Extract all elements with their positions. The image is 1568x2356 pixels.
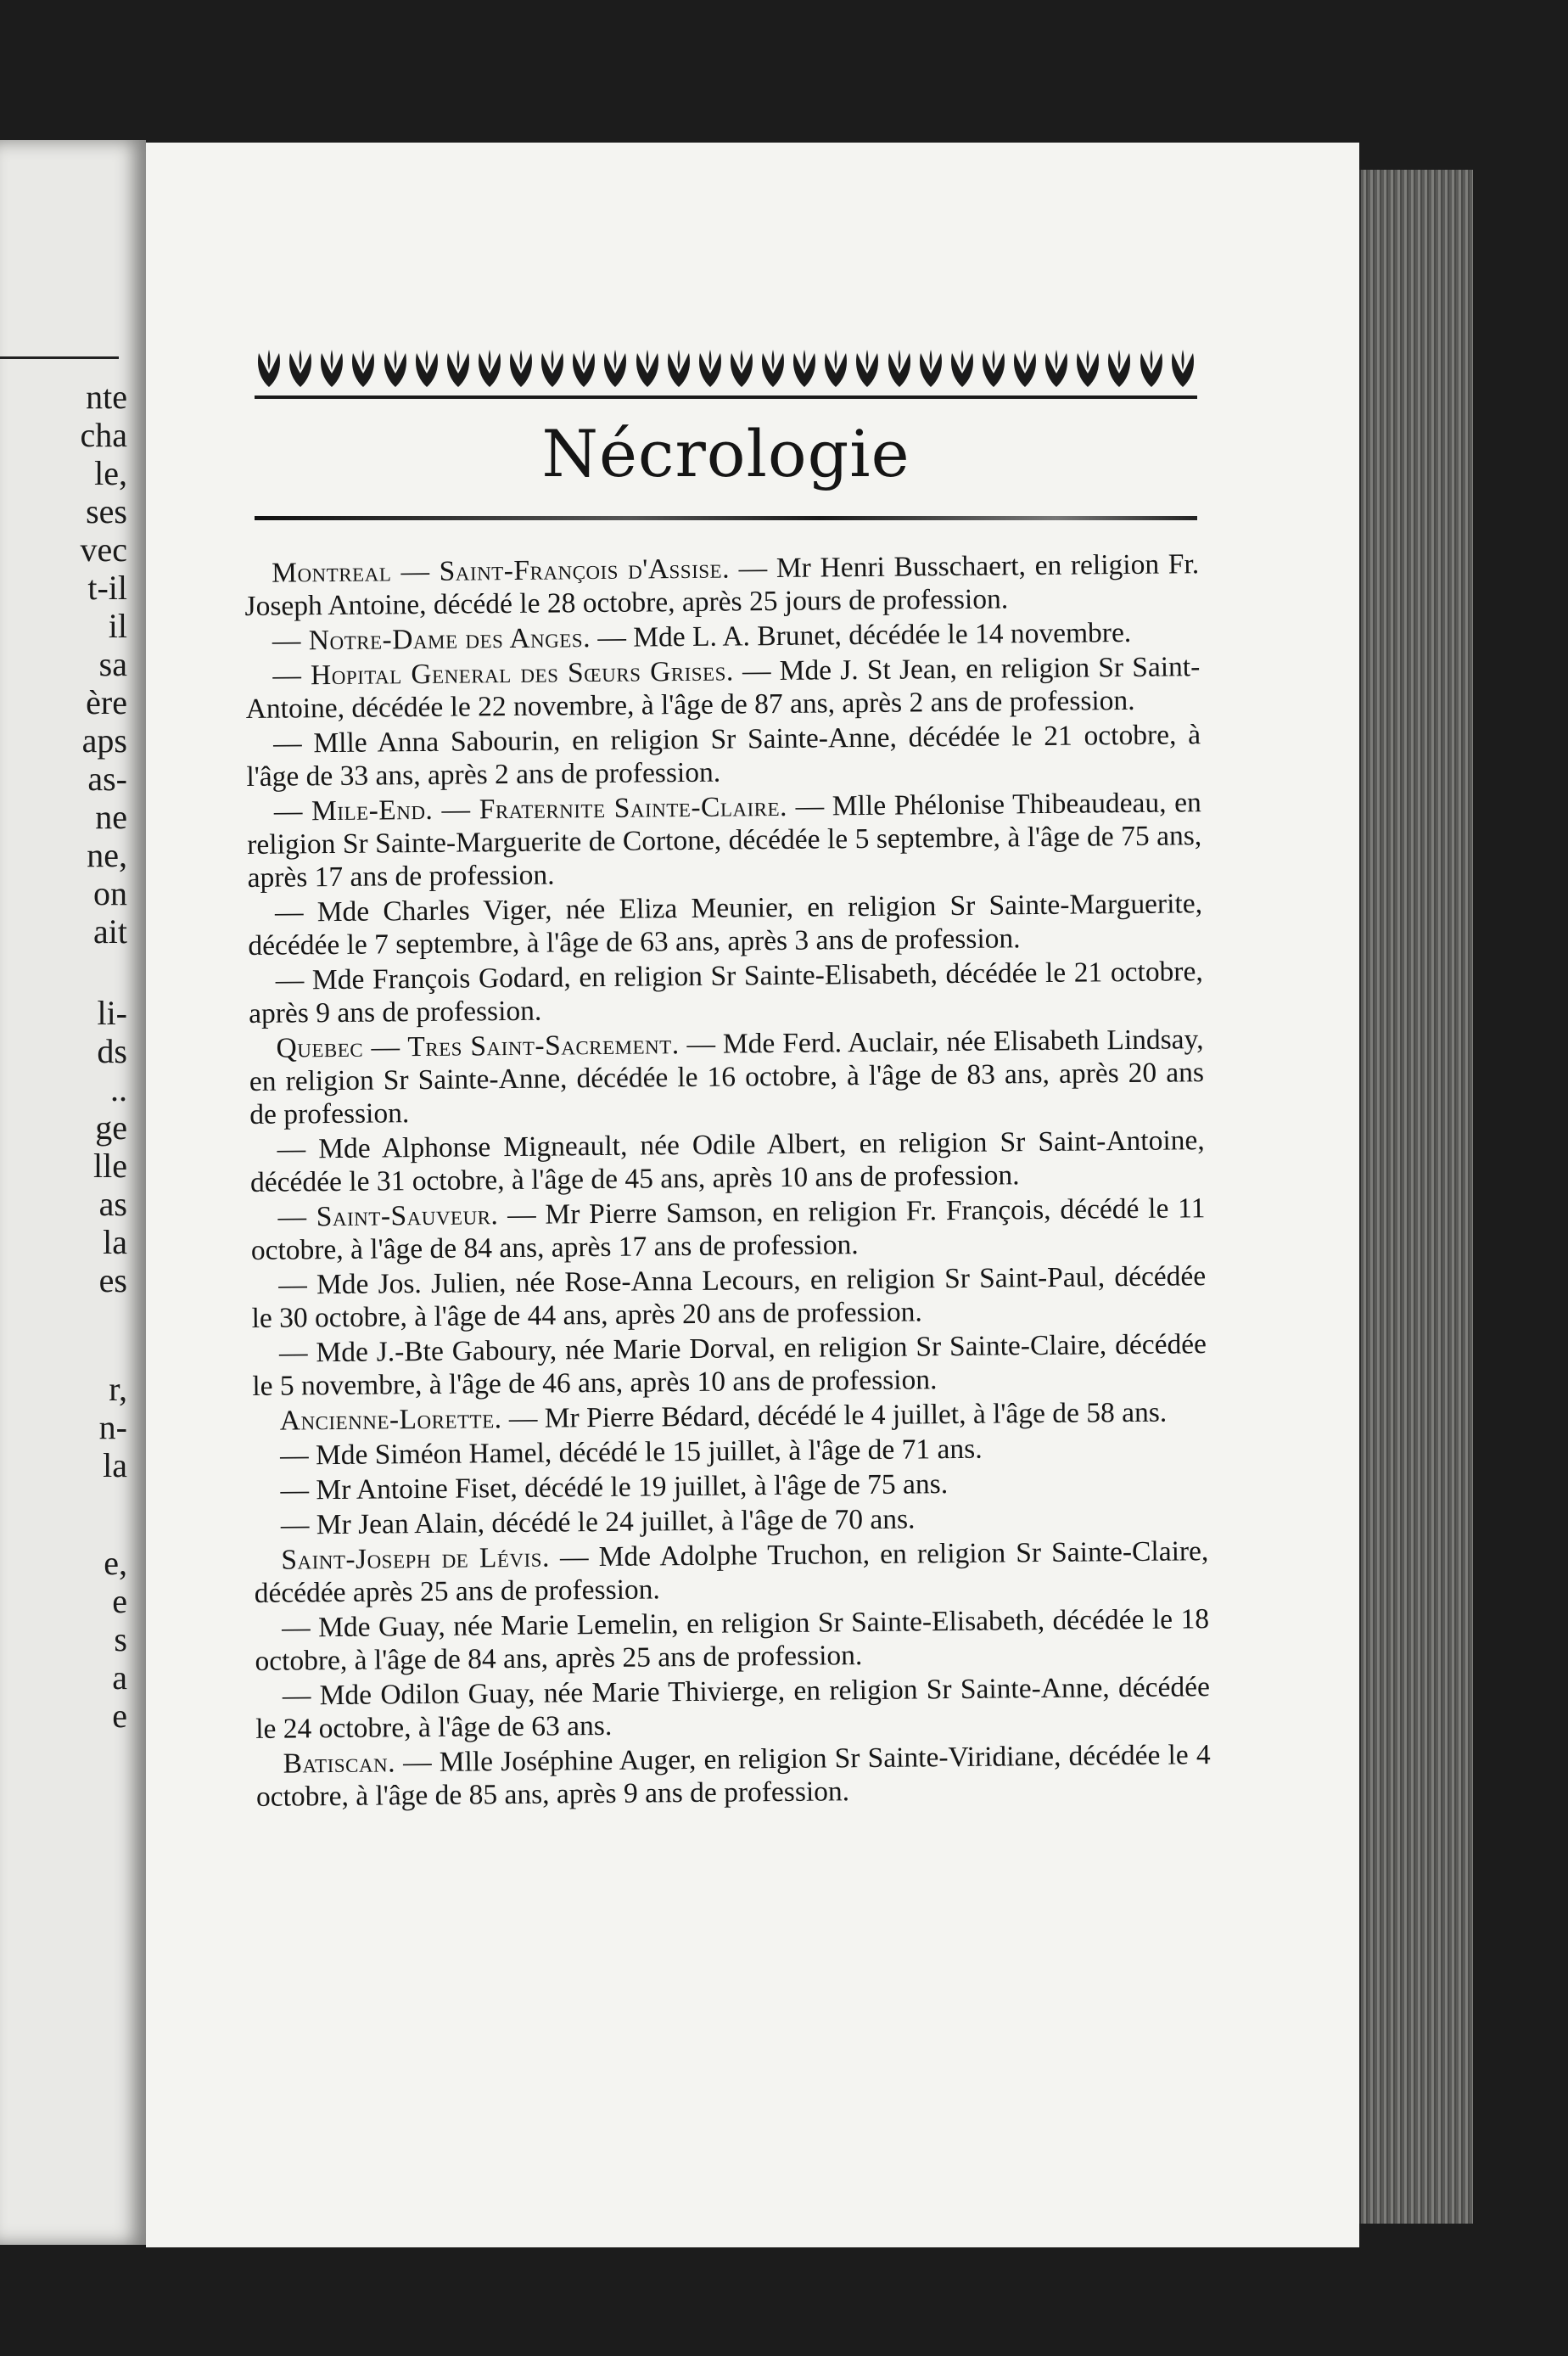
obituary-entry: [248, 887, 1203, 962]
facing-page-fragment: e: [112, 1582, 127, 1620]
obituary-entry: [251, 1259, 1207, 1335]
leaf-ornament: [507, 350, 535, 387]
obituary-entry: [245, 650, 1201, 726]
obituary-entry: [255, 1602, 1210, 1678]
facing-page-fragment: es: [98, 1261, 127, 1299]
leaf-ornament: [1011, 350, 1039, 387]
leaf-ornament: [1042, 350, 1071, 387]
leaf-ornament: [349, 350, 378, 387]
leaf-ornament: [569, 350, 598, 387]
facing-page: [0, 140, 146, 2245]
obituary-entry: [250, 1124, 1206, 1199]
facing-page-fragment: lle: [93, 1147, 127, 1185]
leaf-ornament: [759, 350, 787, 387]
leaf-ornament: [664, 350, 693, 387]
facing-page-fragment: ..: [110, 1070, 127, 1108]
obituary-entry: [249, 1023, 1204, 1131]
facing-page-fragment: s: [114, 1620, 127, 1658]
leaf-ornament: [1073, 350, 1102, 387]
place-heading: — Mile-End. — Fraternite Sainte-Claire.: [273, 790, 788, 827]
place-heading: — Hopital General des Sœurs Grises.: [272, 655, 734, 692]
entry-text: — Mde Adolphe Truchon, en religion Sr Sainte-Claire, décédée après 25 ans de profession.: [254, 1535, 1209, 1609]
entry-text: — Mde Guay, née Marie Lemelin, en religion Sr Sainte-Elisabeth, décédée le 18 octobre, à l'âge de 84 ans, après 25 ans de profession.: [255, 1603, 1210, 1677]
facing-page-fragment: li-: [97, 994, 127, 1032]
leaf-ornament: [1105, 350, 1134, 387]
entry-text: — Mr Henri Busschaert, en religion Fr. Joseph Antoine, décédé le 28 octobre, après 25 jours de profession.: [244, 548, 1200, 622]
book-page-edges: [1358, 170, 1473, 2224]
entry-text: — Mde Jos. Julien, née Rose-Anna Lecours, en religion Sr Saint-Paul, décédée le 30 octobre, à l'âge de 44 ans, après 20 ans de profession.: [251, 1260, 1207, 1334]
leaf-ornament: [853, 350, 882, 387]
leaf-ornament: [1168, 350, 1197, 387]
facing-page-fragment: ds: [97, 1032, 127, 1070]
leaf-ornament: [255, 350, 283, 387]
obituary-entry: [250, 1192, 1206, 1267]
entry-text: — Mde L. A. Brunet, décédée le 14 novembre.: [590, 616, 1132, 654]
facing-page-fragment: ère: [86, 683, 127, 721]
leaf-ornament: [412, 350, 441, 387]
facing-page-fragment: a: [112, 1658, 127, 1697]
book-page: [146, 143, 1359, 2247]
leaf-ornament: [475, 350, 504, 387]
leaf-ornament: [444, 350, 473, 387]
leaf-ornament-band: [255, 331, 1197, 387]
entry-text: — Mr Pierre Bédard, décédé le 4 juillet, à l'âge de 58 ans.: [501, 1396, 1168, 1435]
ornament-rule: [255, 395, 1197, 399]
leaf-ornament: [696, 350, 725, 387]
facing-page-fragment: e: [112, 1697, 127, 1735]
facing-page-fragment: as: [98, 1185, 127, 1223]
facing-page-fragment: nte: [86, 378, 127, 416]
entry-text: — Mr Antoine Fiset, décédé le 19 juillet, à l'âge de 75 ans.: [280, 1468, 949, 1506]
leaf-ornament: [885, 350, 914, 387]
facing-page-fragment: on: [93, 874, 127, 912]
facing-page-fragment: le,: [94, 454, 127, 492]
entry-text: — Mlle Joséphine Auger, en religion Sr Sainte-Viridiane, décédée le 4 octobre, à l'âge de 85 ans, après 9 ans de profession.: [255, 1739, 1211, 1813]
entry-text: — Mde Charles Viger, née Eliza Meunier, en religion Sr Sainte-Marguerite, décédée le 7 septembre, à l'âge de 63 ans, après 3 ans de profession.: [248, 888, 1203, 962]
facing-page-fragment: ait: [93, 912, 127, 951]
facing-page-fragment: la: [103, 1223, 127, 1261]
facing-page-fragment: e,: [104, 1544, 127, 1582]
facing-page-fragment: n-: [98, 1408, 127, 1446]
entry-text: — Mr Pierre Samson, en religion Fr. François, décédé le 11 octobre, à l'âge de 84 ans, après 17 ans de profession.: [250, 1192, 1206, 1266]
facing-page-fragment: r,: [109, 1370, 127, 1408]
entry-text: — Mde J.-Bte Gaboury, née Marie Dorval, en religion Sr Sainte-Claire, décédée le 5 novembre, à l'âge de 46 ans, après 10 ans de profession.: [252, 1328, 1207, 1402]
leaf-ornament: [1137, 350, 1166, 387]
leaf-ornament: [633, 350, 662, 387]
facing-page-fragment: sa: [98, 645, 127, 683]
facing-page-rule: [0, 356, 119, 359]
facing-page-fragment: la: [103, 1446, 127, 1484]
leaf-ornament: [317, 350, 346, 387]
facing-page-fragment: il: [108, 607, 127, 645]
place-heading: Ancienne-Lorette.: [279, 1403, 502, 1437]
entry-text: — Mde Ferd. Auclair, née Elisabeth Lindsay, en religion Sr Sainte-Anne, décédée le 16 octobre, à l'âge de 83 ans, après 20 ans de profession.: [249, 1024, 1205, 1130]
place-heading: Saint-Joseph de Lévis.: [281, 1541, 551, 1576]
entry-text: — Mlle Anna Sabourin, en religion Sr Sainte-Anne, décédée le 21 octobre, à l'âge de 33 ans, après 2 ans de profession.: [246, 719, 1201, 793]
obituary-list: [244, 547, 1211, 1814]
page-title: Nécrologie: [541, 416, 910, 491]
place-heading: Batiscan.: [283, 1747, 396, 1780]
obituary-entry: [252, 1327, 1207, 1403]
entry-text: — Mde François Godard, en religion Sr Sainte-Elisabeth, décédée le 21 octobre, après 9 ans de profession.: [248, 956, 1203, 1029]
obituary-entry: [255, 1670, 1211, 1746]
facing-page-fragment: ge: [95, 1108, 127, 1147]
leaf-ornament: [286, 350, 315, 387]
obituary-entry: [244, 547, 1200, 623]
place-heading: Montreal — Saint-François d'Assise.: [272, 553, 731, 589]
leaf-ornament: [821, 350, 850, 387]
leaf-ornament: [916, 350, 945, 387]
facing-page-fragment: aps: [81, 721, 127, 760]
leaf-ornament: [790, 350, 819, 387]
entry-text: — Mr Jean Alain, décédé le 24 juillet, à l'âge de 70 ans.: [280, 1503, 916, 1541]
obituary-entry: [246, 718, 1201, 794]
obituary-entry: [247, 786, 1202, 895]
entry-text: — Mde J. St Jean, en religion Sr Saint-Antoine, décédée le 22 novembre, à l'âge de 87 ans, après 2 ans de profession.: [245, 651, 1201, 725]
leaf-ornament: [979, 350, 1008, 387]
place-heading: Quebec — Tres Saint-Sacrement.: [276, 1029, 680, 1064]
place-heading: — Notre-Dame des Anges.: [272, 622, 591, 657]
facing-page-fragment: vec: [80, 530, 127, 569]
leaf-ornament: [601, 350, 630, 387]
facing-page-fragment: ne: [95, 798, 127, 836]
facing-page-fragment: t-il: [87, 569, 127, 607]
leaf-ornament: [538, 350, 567, 387]
entry-text: — Mde Alphonse Migneault, née Odile Albert, en religion Sr Saint-Antoine, décédée le 31 octobre, à l'âge de 45 ans, après 10 ans de profession.: [249, 1125, 1205, 1198]
title-rule: [255, 516, 1197, 520]
facing-page-fragment: ne,: [87, 836, 127, 874]
leaf-ornament: [948, 350, 977, 387]
facing-page-fragment: cha: [80, 416, 127, 454]
obituary-entry: [254, 1534, 1209, 1610]
leaf-ornament: [381, 350, 410, 387]
entry-text: — Mlle Phélonise Thibeaudeau, en religion Sr Sainte-Marguerite de Cortone, décédée le 5 septembre, à l'âge de 75 ans, après 17 ans de profession.: [247, 787, 1202, 894]
leaf-ornament: [727, 350, 756, 387]
entry-text: — Mde Siméon Hamel, décédé le 15 juillet, à l'âge de 71 ans.: [279, 1433, 983, 1472]
obituary-entry: [249, 955, 1204, 1030]
facing-page-fragment: ses: [86, 492, 127, 530]
entry-text: — Mde Odilon Guay, née Marie Thivierge, en religion Sr Sainte-Anne, décédée le 24 octobre, à l'âge de 63 ans.: [255, 1671, 1211, 1745]
place-heading: — Saint-Sauveur.: [277, 1199, 499, 1233]
facing-page-fragment: as-: [87, 760, 127, 798]
obituary-entry: [255, 1738, 1211, 1814]
